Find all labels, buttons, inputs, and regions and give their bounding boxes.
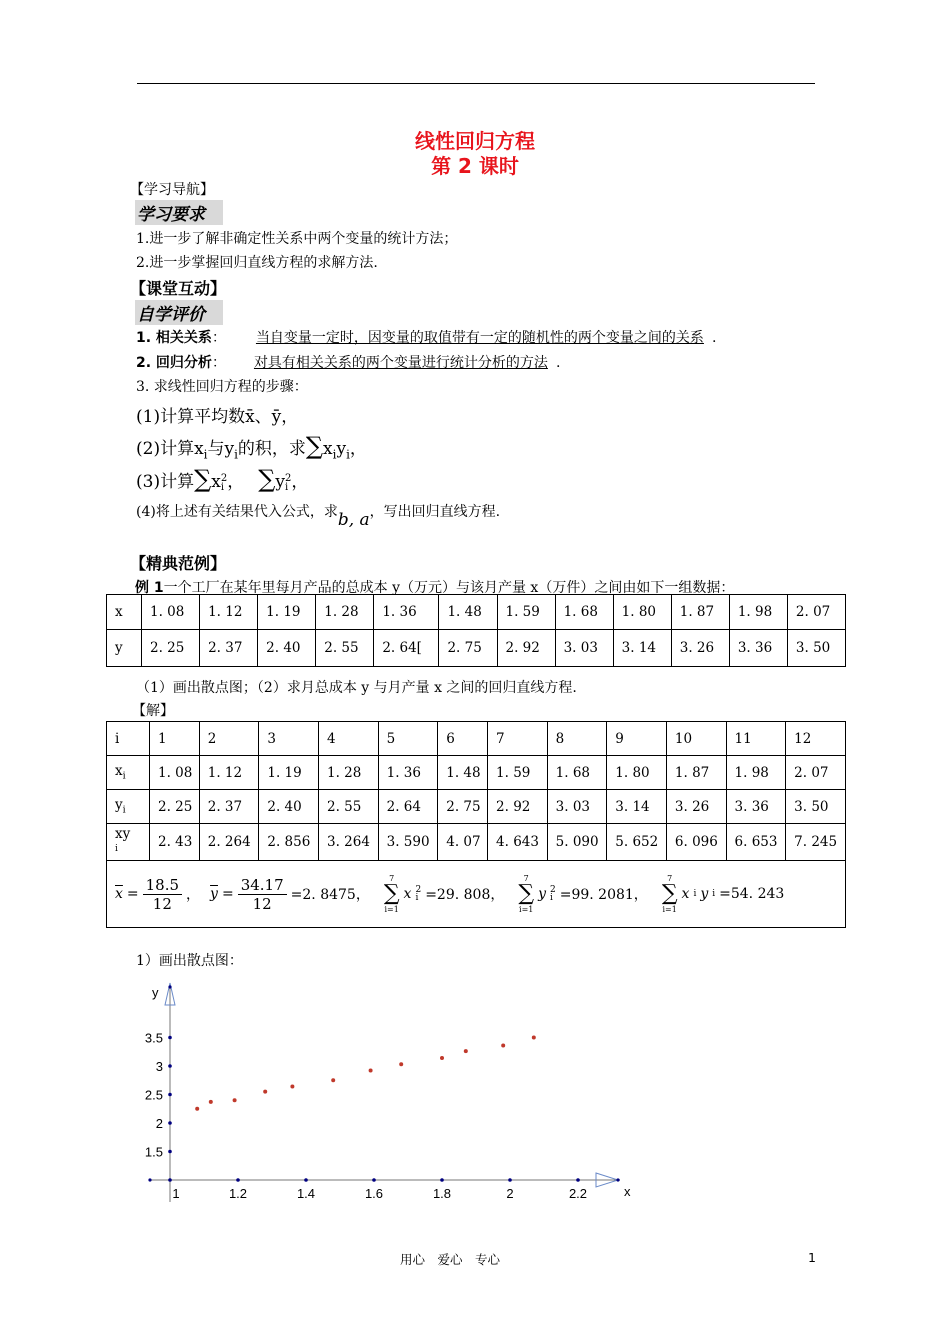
step-1: (1)计算平均数x̄、ȳ， [136,407,299,427]
row-header-y: y [107,630,142,667]
data-point [233,1098,237,1102]
table-cell: 4 [319,722,379,756]
x-tick-label: 1.8 [432,1186,452,1201]
y-tick-label: 2.5 [144,1087,163,1103]
row-header-i: i [107,722,150,756]
subscript: i [284,481,289,493]
item-regression [136,352,560,372]
table-cell: 1. 36 [374,595,439,630]
step-3-prefix: (3)计算 [136,472,195,492]
item-regression-answer: 对具有相关关系的两个变量进行统计分析的方法 [253,355,548,371]
step-2-x: x [323,439,333,459]
table-cell: 3. 14 [613,630,671,667]
table-cell: 4. 643 [488,824,548,861]
row-header-xi [107,756,150,790]
xbar-symbol: $\overline{x}$ [115,886,123,902]
classroom-banner: 自学评价 [135,300,223,325]
table-cell: 1. 68 [547,756,607,790]
yi-label: y [115,797,123,814]
table-cell: 3. 36 [726,790,786,824]
data-point [532,1036,536,1040]
x-tick-mark [236,1178,240,1182]
table-cell: 3. 50 [787,630,845,667]
y-tick-label: 1.5 [144,1144,163,1160]
steps-heading: 3. 求线性回归方程的步骤： [136,379,308,395]
table-cell: 2. 92 [488,790,548,824]
data-point [195,1107,199,1111]
data-points [195,1036,536,1111]
guide-item-1: 1.进一步了解非确定性关系中两个变量的统计方法； [136,231,458,247]
guide-item-2: 2.进一步掌握回归直线方程的求解方法. [136,255,378,271]
table-cell: 3 [259,722,319,756]
data-point [399,1062,403,1066]
step-2-prefix: (2)计算x [136,439,204,459]
comma: ， [186,887,201,903]
ybar-denominator: 12 [252,894,272,913]
xbar-numerator: 18.5 [143,876,182,895]
table-cell: 6 [438,722,488,756]
table-cell: 1. 59 [488,756,548,790]
scatter-plot [130,975,650,1210]
step-3-y: y [275,472,285,492]
table-cell: 3. 03 [555,630,613,667]
step-2-y: y [336,439,347,459]
colon: ： [211,330,226,346]
axes [145,983,631,1202]
table-cell: 3. 26 [666,790,726,824]
table-row [107,824,846,861]
guide-banner: 学习要求 [135,200,223,225]
step-2-after: 的积，求 [237,439,306,459]
table-cell: 3. 264 [319,824,379,861]
example-label: 例 1 [135,580,164,596]
table-cell: 3. 590 [378,824,438,861]
subscript: i [550,893,553,903]
axis-dot [616,1178,619,1181]
data-point [209,1100,213,1104]
table-cell: 1. 98 [726,756,786,790]
equals: = [126,886,139,902]
sum-block [518,874,534,914]
subscript: i [203,447,208,462]
sum-symbol: ∑ [194,465,212,493]
sum-y2-value: =99. 2081， [559,887,648,903]
table-cell: 2. 40 [259,790,319,824]
ybar-fraction [238,876,287,913]
step-4-ba: b, a [337,510,370,530]
subscript: i [693,889,697,899]
table-cell: 2 [199,722,259,756]
axis-dot [168,985,171,988]
solution-heading: 【解】 [132,703,174,719]
summary-formulas [115,874,845,914]
x-tick-mark [168,1178,172,1182]
sum-symbol: ∑ [305,432,324,460]
xi-label: x [115,763,123,780]
sum-upper: 7 [667,874,673,883]
table-cell: 2. 07 [787,595,845,630]
step-4-suffix: ，写出回归直线方程. [369,504,501,520]
item-related-answer: 当自变量一定时，因变量的取值带有一定的随机性的两个变量之间的关系 [255,330,704,346]
sum-xy-value: =54. 243 [719,886,785,902]
superscript: 2 [220,472,228,484]
table-cell: 5 [378,722,438,756]
sum-symbol: ∑ [518,881,535,906]
subscript: i [415,893,419,903]
step-4 [136,501,501,530]
row-header-yi [107,790,150,824]
table-cell: 7. 245 [786,824,846,861]
xbar-denominator: 12 [152,894,172,913]
item-related [136,327,716,347]
y-tick-mark [168,1121,172,1125]
sum-xy-x: x [681,886,690,902]
row-header-xiyi [107,824,150,861]
subscript: i [122,770,126,782]
step-4-prefix: (4)将上述有关结果代入公式，求 [136,504,338,520]
sum-symbol: ∑ [383,881,400,906]
ybar-value: =2. 8475， [290,887,370,903]
x-tick-mark [440,1178,444,1182]
table-cell: 1. 19 [259,756,319,790]
table-cell: 1. 48 [439,595,497,630]
table-row [107,790,846,824]
sum-xy-y: y [700,886,709,902]
table-cell: 1. 12 [200,595,258,630]
table-row [107,722,846,756]
item-related-label: 1. 相关关系 [136,330,212,346]
equals: = [221,886,234,902]
subscript: i [346,447,350,462]
header-rule [137,83,815,84]
table-cell: 2. 75 [439,630,497,667]
table-cell: 2. 856 [259,824,319,861]
sum-block [384,874,400,914]
subscript: i [115,844,118,854]
subscript: i [712,889,716,899]
table-cell: 3. 50 [786,790,846,824]
scatter-caption: 1）画出散点图： [136,953,243,969]
page-subtitle: 第 2 课时 [431,154,519,178]
table-cell: 1. 36 [378,756,438,790]
sum-x2-value: =29. 808， [425,887,505,903]
table-cell: 7 [488,722,548,756]
x-tick-label: 1 [172,1186,180,1201]
sum-x-scripts [415,886,421,902]
step-3-mid: ， [227,472,245,492]
table-cell: 3. 26 [671,630,729,667]
step-2-end: ， [349,439,367,459]
table-cell: 1. 48 [438,756,488,790]
sum-block [662,874,678,914]
step-3-x: x [211,472,221,492]
colon: ： [211,355,226,371]
y-tick-mark [168,1036,172,1040]
sum-symbol: ∑ [258,465,276,493]
guide-heading: 【学习导航】 [130,182,214,198]
sum-upper: 7 [389,874,395,883]
superscript: 2 [415,885,422,895]
table-cell: 11 [726,722,786,756]
table-row [107,756,846,790]
x-axis-label: x [624,1184,631,1199]
table-cell: 3. 03 [547,790,607,824]
sum-symbol: ∑ [661,881,678,906]
data-point [501,1043,505,1047]
subscript: i [332,447,337,462]
x-tick-label: 1.6 [364,1186,384,1201]
table-cell: 6. 096 [666,824,726,861]
x-tick-label: 2.2 [568,1186,588,1201]
page-title: 线性回归方程 [415,129,535,153]
y-tick-mark [168,1150,172,1154]
y-tick-mark [168,1093,172,1097]
xbar-fraction [143,876,182,913]
example-text: 一个工厂在某年里每月产品的总成本 y（万元）与该月产量 x（万件）之间由如下一组数据： [163,580,735,596]
table-cell: 1. 08 [150,756,200,790]
period: . [555,355,561,371]
solution-table [106,721,846,928]
data-point [369,1069,373,1073]
table-cell: 1. 87 [671,595,729,630]
table-cell: 1. 28 [316,595,374,630]
table-cell: 2. 55 [319,790,379,824]
x-tick-label: 1.2 [228,1186,248,1201]
y-tick-label: 2 [155,1116,163,1131]
table-cell: 2. 37 [200,630,258,667]
step-3 [136,465,308,493]
sum-x-var: x [403,886,412,902]
table-cell: 8 [547,722,607,756]
y-axis-label: y [152,985,159,1000]
table-cell: 2. 25 [142,630,200,667]
footer-text: 用心 爱心 专心 [400,1252,501,1267]
table-cell: 1. 87 [666,756,726,790]
period: . [711,330,717,346]
table-cell: 6. 653 [726,824,786,861]
table-cell: 9 [607,722,667,756]
table-row [107,630,846,667]
table-cell: 1. 68 [555,595,613,630]
table-cell: 2. 264 [199,824,259,861]
table-cell: 2. 43 [150,824,200,861]
x-tick-label: 2 [506,1186,514,1201]
classroom-heading: 【课堂互动】 [130,279,227,298]
sum-lower: i=1 [519,905,534,914]
table-cell: 1 [150,722,200,756]
table-cell: 3. 36 [729,630,787,667]
subscript: i [220,481,225,493]
step-2-mid: 与y [207,439,235,459]
y-tick-label: 3.5 [144,1030,163,1046]
sum-lower: i=1 [384,905,399,914]
step-2 [136,432,367,461]
example-data-table [106,594,846,667]
subscript: i [234,447,238,462]
table-cell: 1. 28 [319,756,379,790]
table-row [107,861,846,928]
table-cell: 1. 19 [258,595,316,630]
sum-upper: 7 [523,874,529,883]
x-tick-label: 1.4 [296,1186,316,1201]
data-point [464,1049,468,1053]
summary-cell [107,861,846,928]
example-questions: （1）画出散点图；（2）求月总成本 y 与月产量 x 之间的回归直线方程. [136,680,577,696]
table-cell: 12 [786,722,846,756]
table-cell: 1. 08 [142,595,200,630]
y-tick-mark [168,1064,172,1068]
step-3-end: ， [291,472,309,492]
superscript: 2 [284,472,292,484]
xiyi-label: xy [115,826,131,842]
sum-lower: i=1 [662,905,677,914]
table-cell: 1. 80 [613,595,671,630]
table-cell: 5. 652 [607,824,667,861]
x-tick-mark [508,1178,512,1182]
table-cell: 5. 090 [547,824,607,861]
x-tick-mark [304,1178,308,1182]
table-cell: 2. 92 [497,630,555,667]
table-cell: 2. 40 [258,630,316,667]
data-point [440,1056,444,1060]
data-point [331,1078,335,1082]
table-cell: 1. 12 [199,756,259,790]
ybar-numerator: 34.17 [238,876,287,895]
table-cell: 10 [666,722,726,756]
table-cell: 3. 14 [607,790,667,824]
table-cell: 2. 55 [316,630,374,667]
table-cell: 1. 80 [607,756,667,790]
x-tick-mark [372,1178,376,1182]
data-point [263,1090,267,1094]
x-tick-mark [576,1178,580,1182]
sum-y-var: y [538,886,546,902]
table-cell: 1. 98 [729,595,787,630]
row-header-x: x [107,595,142,630]
table-row [107,595,846,630]
data-point [290,1085,294,1089]
table-cell: 1. 59 [497,595,555,630]
ybar-symbol: $\overline{y}$ [210,886,218,902]
example-heading: 【精典范例】 [130,554,227,573]
table-cell: 4. 07 [438,824,488,861]
subscript: i [122,804,126,816]
table-cell: 2. 25 [150,790,200,824]
y-tick-label: 3 [155,1059,163,1074]
page-number: 1 [808,1250,816,1265]
item-regression-label: 2. 回归分析 [136,355,212,371]
axis-dot [148,1178,151,1181]
table-cell: 2. 75 [438,790,488,824]
table-cell: 2. 64[ [374,630,439,667]
superscript: 2 [550,885,556,895]
table-cell: 2. 64 [378,790,438,824]
sum-y-scripts [550,886,556,902]
table-cell: 2. 07 [786,756,846,790]
table-cell: 2. 37 [199,790,259,824]
